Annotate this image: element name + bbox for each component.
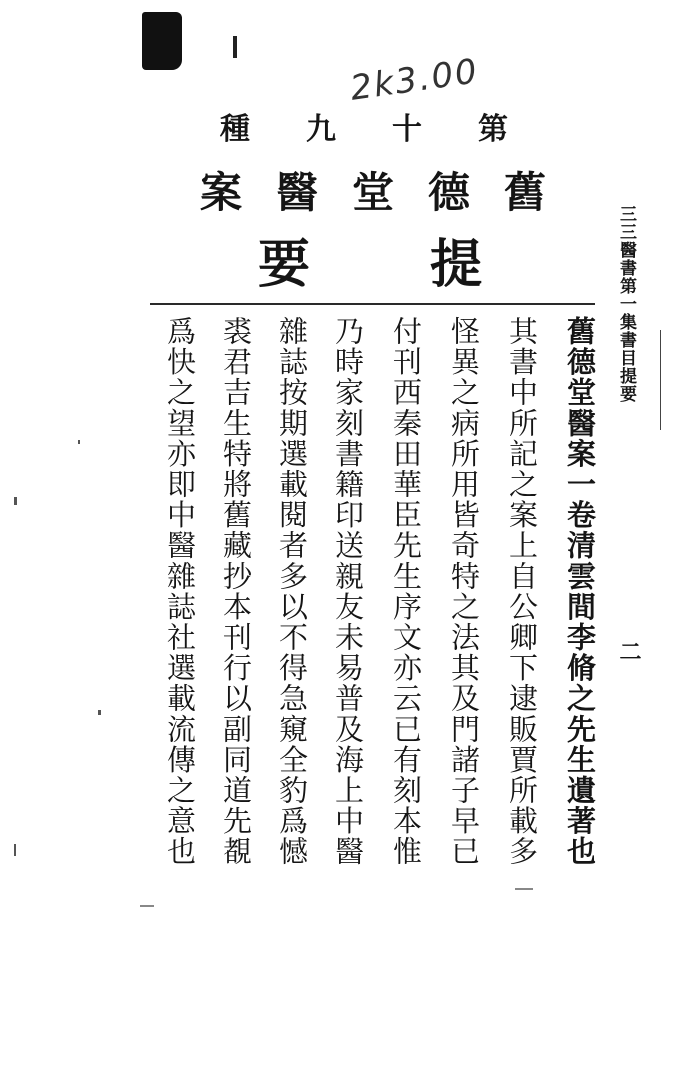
margin-speck [515,888,533,890]
margin-speck [140,905,154,907]
margin-speck [14,844,16,856]
body-column-7: 裘君吉生特將舊藏抄本刊行以副同道先覩 [219,316,253,867]
book-title: 舊德堂醫案 [200,168,581,217]
margin-speck [78,440,80,444]
body-column-2: 其書中所記之案上自公卿下逮販賈所載多 [505,316,539,867]
section-heading: 提要 [258,234,603,295]
margin-speck [14,497,17,505]
horizontal-rule [150,303,595,305]
body-column-6: 雜誌按期選載閱者多以不得急窺全豹爲憾 [275,316,309,867]
body-column-3: 怪異之病所用皆奇特之法其及門諸子早已 [447,316,481,867]
ink-stain [142,12,182,70]
margin-speck [98,710,101,715]
handwritten-note: 2k3.00 [347,51,482,109]
body-column-4: 付刊西秦田華臣先生序文亦云已有刻本惟 [389,316,423,867]
body-column-5: 乃時家刻書籍印送親友未易普及海上中醫 [331,316,365,867]
ink-mark [233,36,237,58]
page-number: 二 [616,640,642,662]
margin-rule [660,330,661,430]
body-column-8: 爲快之望亦即中醫雜誌社選載流傳之意也 [163,316,197,867]
series-label: 第十九種 [220,112,564,147]
running-header: 三三醫書第一集書目提要 [616,205,636,403]
body-column-1: 舊德堂醫案一卷清雲間李脩之先生遺著也 [563,316,597,867]
